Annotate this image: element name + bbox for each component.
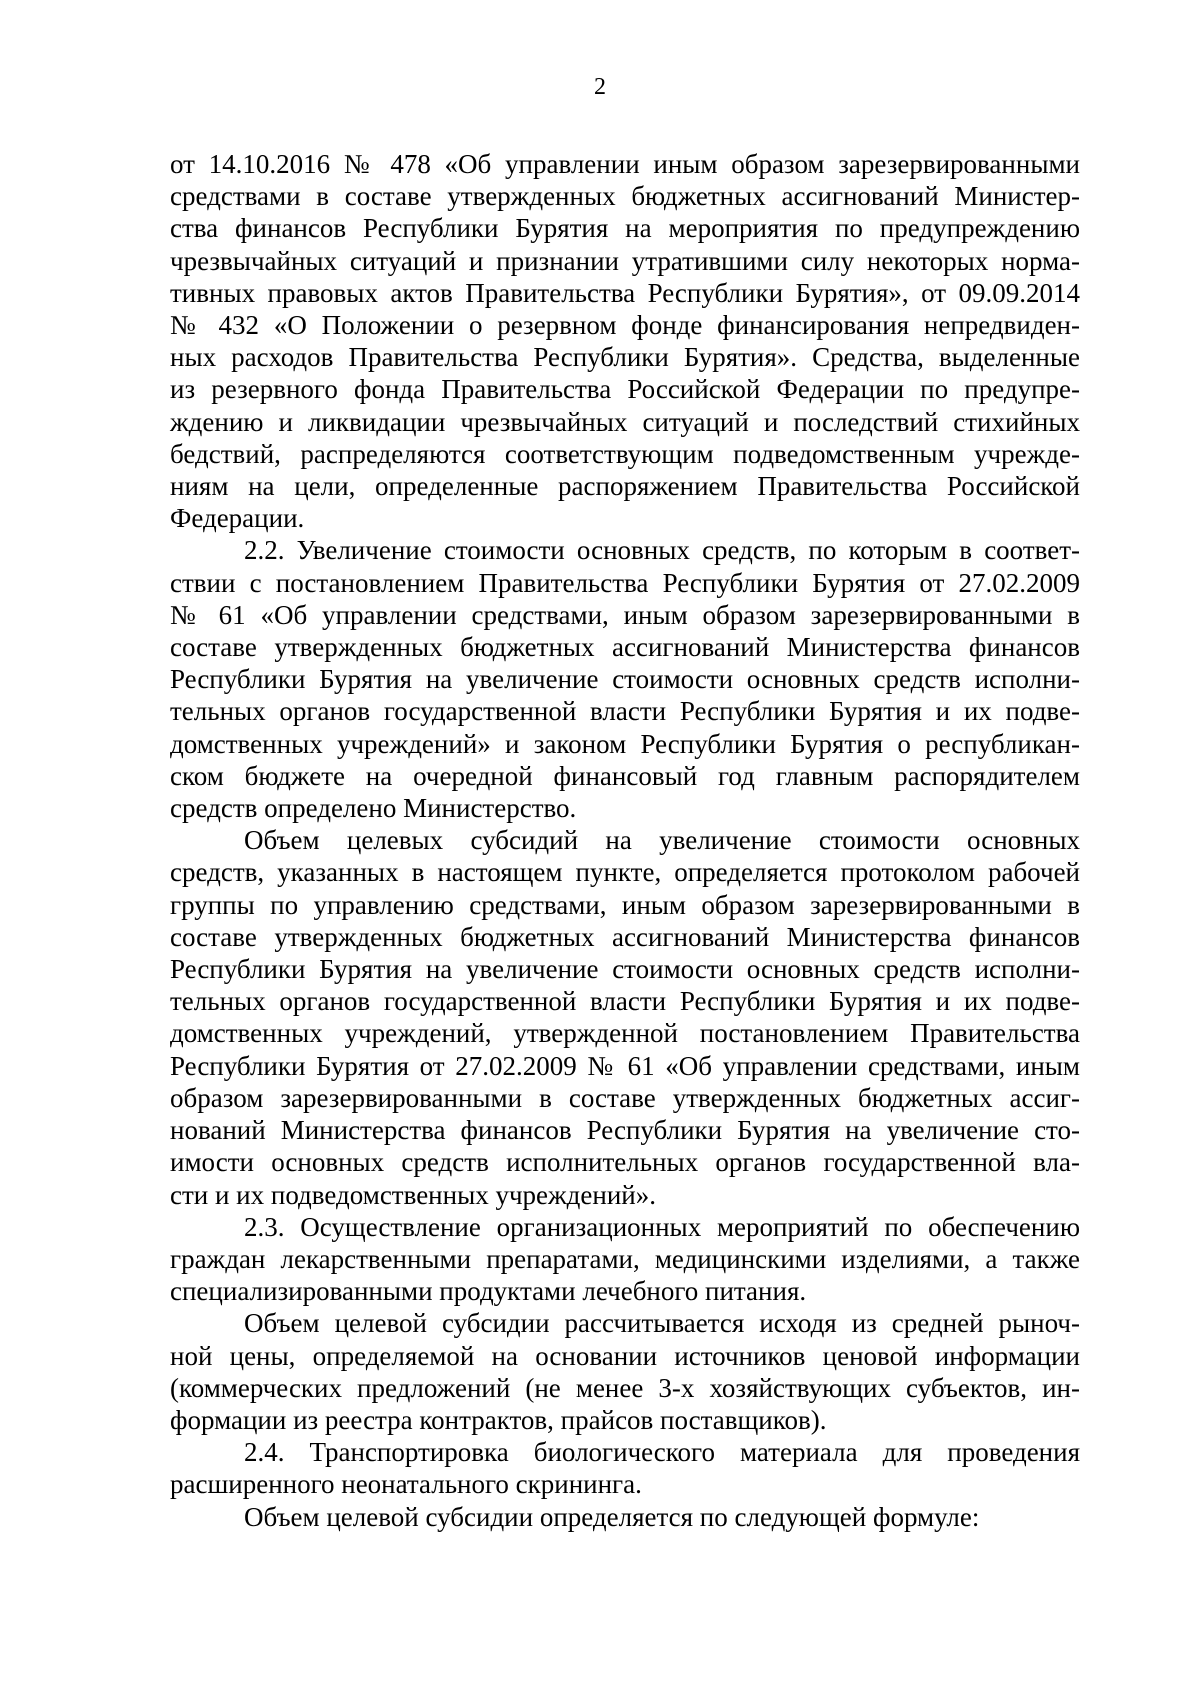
page-number: 2	[594, 74, 606, 100]
text-line: средств определено Министерство.	[170, 793, 577, 824]
text-line: средствами в составе утвержденных бюджетных ассигнований Министер-	[170, 181, 1080, 212]
document-body	[170, 148, 1080, 1533]
text-line: Объем целевой субсидии определяется по следующей формуле:	[244, 1501, 980, 1532]
text-line: 2.2. Увеличение стоимости основных средств, по которым в соответ-	[244, 535, 1080, 566]
text-line: нований Министерства финансов Республики Бурятия на увеличение сто-	[170, 1115, 1080, 1146]
text-line: № 61 «Об управлении средствами, иным образом зарезервированными в	[170, 599, 1080, 630]
paragraph	[170, 1307, 1080, 1436]
text-line: Республики Бурятия на увеличение стоимости основных средств исполни-	[170, 664, 1080, 695]
text-line: тельных органов государственной власти Республики Бурятия и их подве-	[170, 986, 1080, 1017]
text-line: составе утвержденных бюджетных ассигнований Министерства финансов	[170, 921, 1080, 952]
paragraph	[170, 534, 1080, 824]
text-line: граждан лекарственными препаратами, медицинскими изделиями, а также	[170, 1243, 1080, 1274]
text-line: ствии с постановлением Правительства Республики Бурятия от 27.02.2009	[170, 567, 1080, 598]
text-line: Федерации.	[170, 503, 305, 534]
text-line: ниям на цели, определенные распоряжением Правительства Российской	[170, 471, 1080, 502]
paragraph	[170, 1211, 1080, 1308]
text-line: от 14.10.2016 № 478 «Об управлении иным образом зарезервированными	[170, 149, 1080, 179]
text-line: ных расходов Правительства Республики Бурятия». Средства, выделенные	[170, 342, 1080, 373]
text-line: из резервного фонда Правительства Российской Федерации по предупре-	[170, 374, 1080, 405]
text-line: домственных учреждений, утвержденной постановлением Правительства	[170, 1018, 1080, 1049]
text-line: тивных правовых актов Правительства Республики Бурятия», от 09.09.2014	[170, 277, 1080, 308]
text-line: имости основных средств исполнительных органов государственной вла-	[170, 1147, 1080, 1178]
text-line: 2.4. Транспортировка биологического материала для проведения	[244, 1437, 1080, 1468]
text-line: специализированными продуктами лечебного питания.	[170, 1276, 807, 1307]
text-line: образом зарезервированными в составе утвержденных бюджетных ассиг-	[170, 1082, 1080, 1113]
text-line: чрезвычайных ситуаций и признании утратившими силу некоторых норма-	[170, 245, 1080, 276]
text-line: ной цены, определяемой на основании источников ценовой информации	[170, 1340, 1080, 1371]
text-line: формации из реестра контрактов, прайсов поставщиков).	[170, 1404, 827, 1435]
text-line: № 432 «О Положении о резервном фонде финансирования непредвиден-	[170, 310, 1080, 341]
paragraph	[170, 148, 1080, 534]
text-line: (коммерческих предложений (не менее 3-х хозяйствующих субъектов, ин-	[170, 1372, 1080, 1403]
text-line: Республики Бурятия от 27.02.2009 № 61 «Об управлении средствами, иным	[170, 1050, 1080, 1081]
text-line: Объем целевой субсидии рассчитывается исходя из средней рыноч-	[244, 1308, 1080, 1339]
text-line: составе утвержденных бюджетных ассигнований Министерства финансов	[170, 632, 1080, 663]
text-line: группы по управлению средствами, иным образом зарезервированными в	[170, 889, 1080, 920]
text-line: Объем целевых субсидий на увеличение стоимости основных	[244, 825, 1080, 856]
text-line: Республики Бурятия на увеличение стоимости основных средств исполни-	[170, 954, 1080, 985]
paragraph	[170, 1436, 1080, 1500]
paragraph	[170, 824, 1080, 1210]
text-line: 2.3. Осуществление организационных мероприятий по обеспечению	[244, 1211, 1080, 1242]
text-line: средств, указанных в настоящем пункте, определяется протоколом рабочей	[170, 857, 1080, 888]
paragraph	[170, 1501, 1080, 1533]
text-line: расширенного неонатального скрининга.	[170, 1469, 642, 1500]
text-line: ском бюджете на очередной финансовый год главным распорядителем	[170, 760, 1080, 791]
text-line: тельных органов государственной власти Республики Бурятия и их подве-	[170, 696, 1080, 727]
text-line: домственных учреждений» и законом Республики Бурятия о республикан-	[170, 728, 1080, 759]
text-line: ждению и ликвидации чрезвычайных ситуаций и последствий стихийных	[170, 406, 1080, 437]
text-line: ства финансов Республики Бурятия на мероприятия по предупреждению	[170, 213, 1080, 244]
text-line: сти и их подведомственных учреждений».	[170, 1179, 656, 1210]
text-line: бедствий, распределяются соответствующим подведомственным учрежде-	[170, 438, 1080, 469]
